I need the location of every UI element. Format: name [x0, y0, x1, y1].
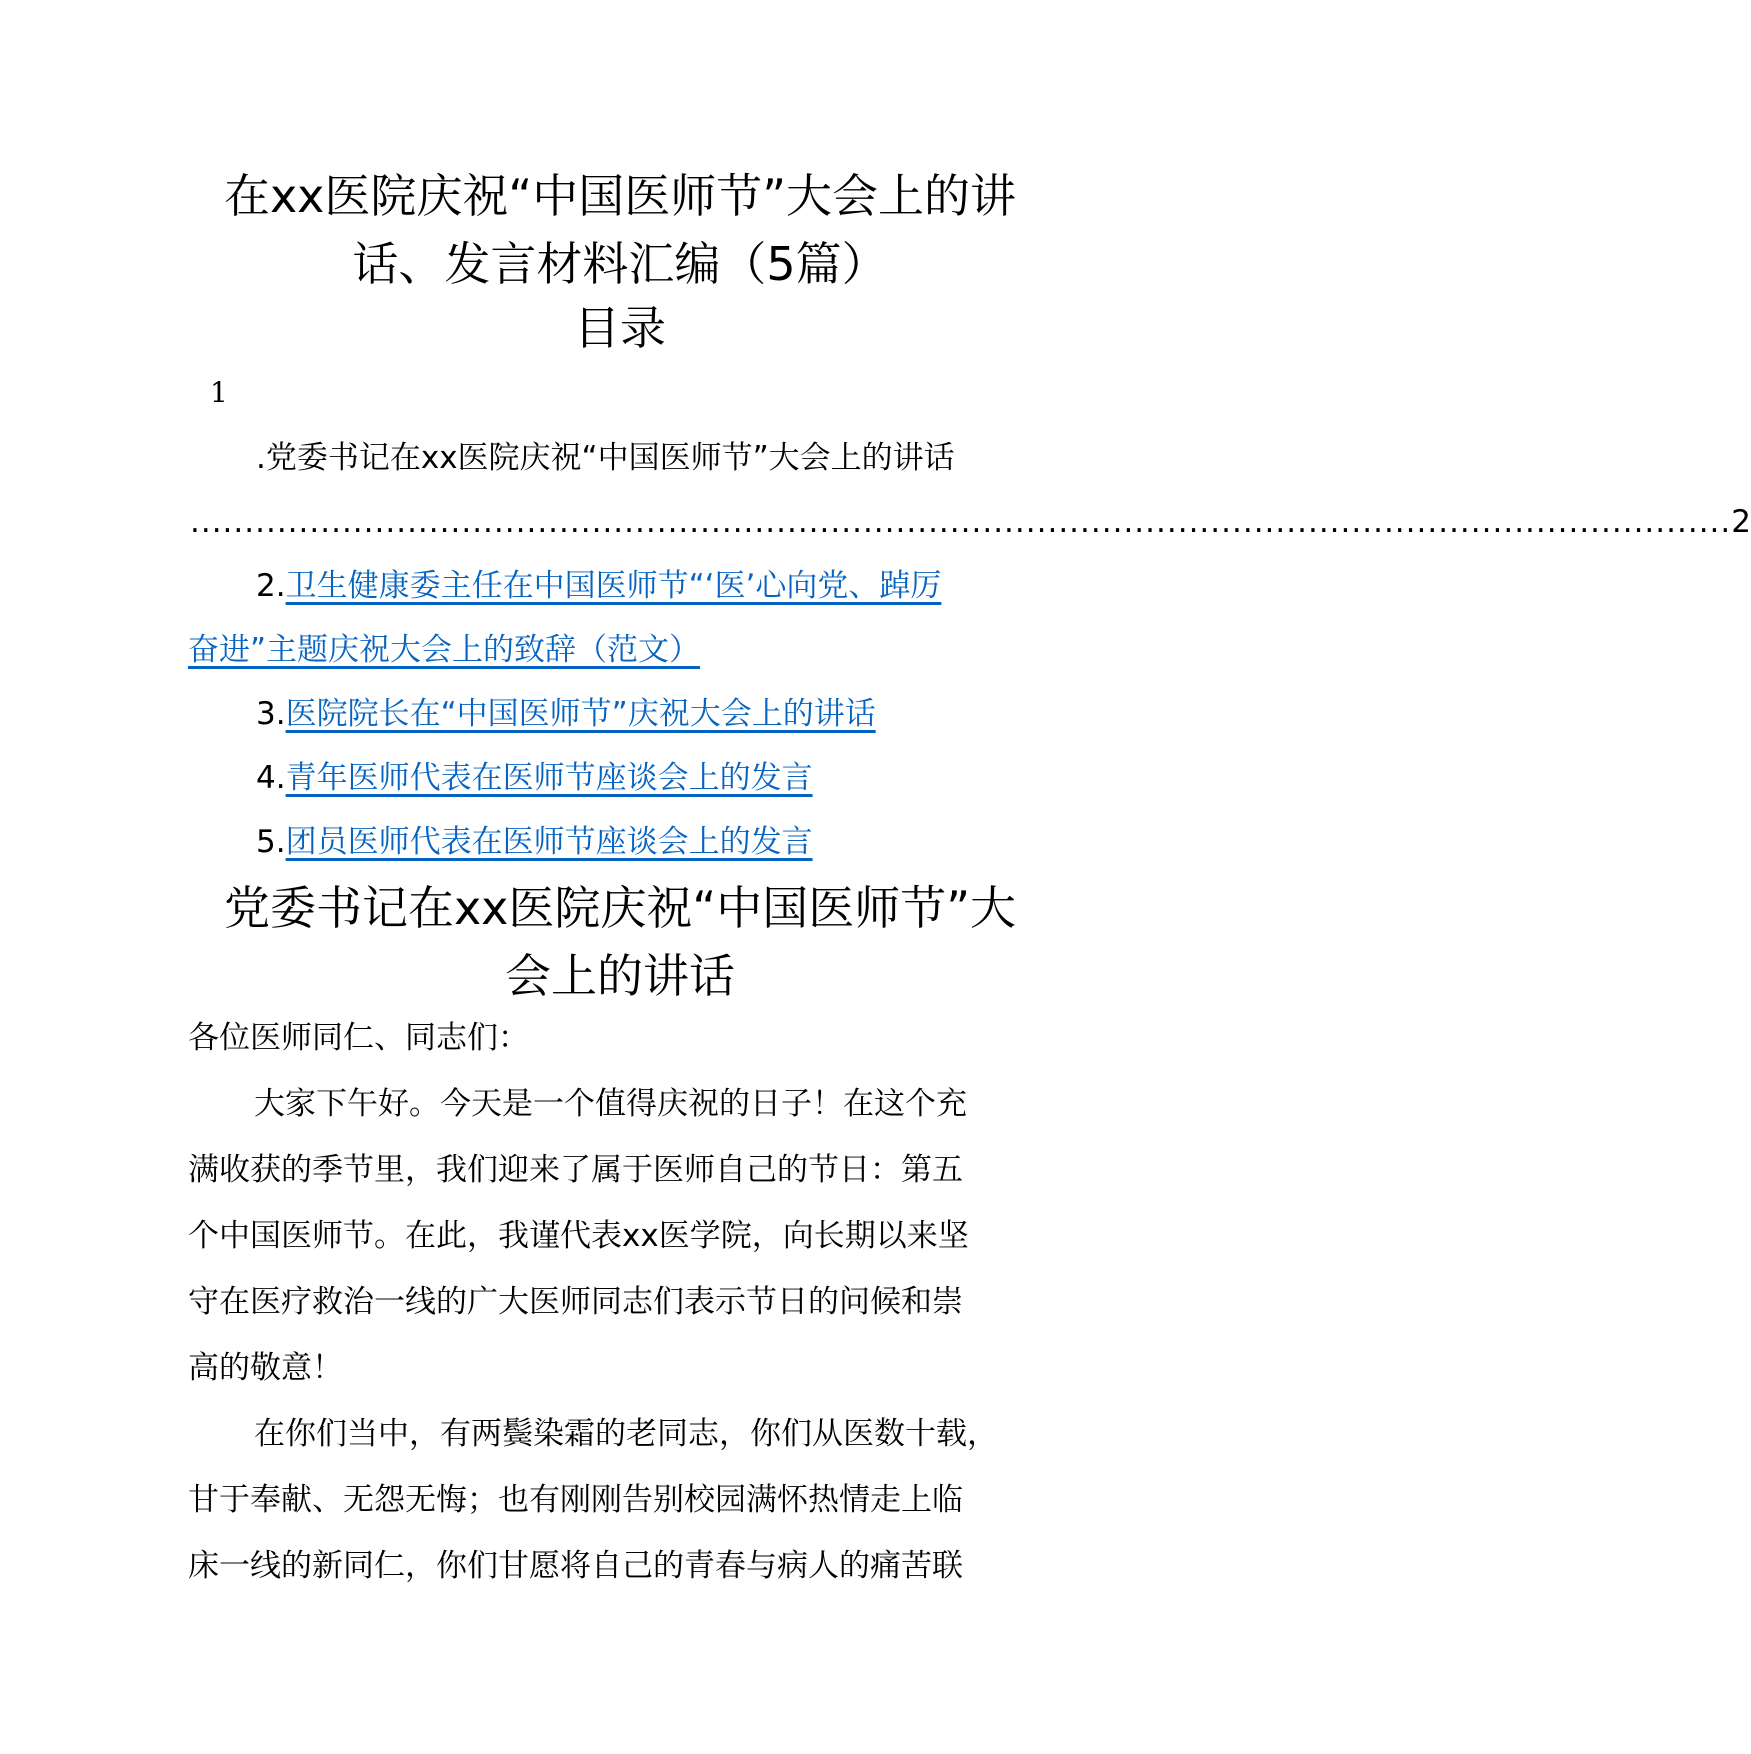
paragraph-2-line-1: 在你们当中，有两鬓染霜的老同志，你们从医数十载， [254, 1416, 998, 1452]
toc-item-2-number: 2. [256, 568, 286, 604]
toc-item-5-number: 5. [256, 824, 286, 860]
paragraph-2-line-3: 床一线的新同仁，你们甘愿将自己的青春与病人的痛苦联 [188, 1548, 963, 1584]
paragraph-2-line-2: 甘于奉献、无怨无悔；也有刚刚告别校园满怀热情走上临 [188, 1482, 963, 1518]
toc-item-1-leader-row [190, 502, 1751, 542]
section-title-line2: 会上的讲话 [505, 949, 735, 1003]
toc-item-4-row [256, 758, 813, 798]
toc-item-3-row [256, 694, 876, 734]
toc-page-marker: 1 [210, 376, 228, 409]
toc-item-4-link[interactable]: 青年医师代表在医师节座谈会上的发言 [285, 760, 813, 796]
paragraph-1-line-1: 大家下午好。今天是一个值得庆祝的日子！在这个充 [254, 1086, 967, 1122]
toc-item-1: .党委书记在xx医院庆祝“中国医师节”大会上的讲话 [256, 440, 955, 476]
toc-item-3-number: 3. [256, 696, 286, 732]
document-title-line1: 在xx医院庆祝“中国医师节”大会上的讲 [223, 169, 1017, 223]
toc-item-3-link[interactable]: 医院院长在“中国医师节”庆祝大会上的讲话 [285, 696, 876, 732]
toc-dot-leader: .............................................................................................................................................. [190, 504, 1732, 540]
paragraph-1-line-5: 高的敬意！ [188, 1350, 343, 1386]
paragraph-1-line-2: 满收获的季节里，我们迎来了属于医师自己的节日：第五 [188, 1152, 963, 1188]
document-title-line2: 话、发言材料汇编（5篇） [352, 237, 888, 291]
salutation: 各位医师同仁、同志们： [188, 1020, 529, 1056]
toc-item-4-number: 4. [256, 760, 286, 796]
toc-item-2-link[interactable]: 卫生健康委主任在中国医师节“‘医’心向党、踔厉 [285, 568, 942, 604]
section-title-line1: 党委书记在xx医院庆祝“中国医师节”大 [223, 881, 1017, 935]
paragraph-1-line-4: 守在医疗救治一线的广大医师同志们表示节日的问候和崇 [188, 1284, 963, 1320]
toc-item-5-row [256, 822, 813, 862]
toc-item-5-link[interactable]: 团员医师代表在医师节座谈会上的发言 [285, 824, 813, 860]
paragraph-1-line-3: 个中国医师节。在此，我谨代表xx医学院，向长期以来坚 [188, 1218, 969, 1254]
toc-item-1-page-number: 2 [1731, 504, 1751, 540]
toc-item-2-row [256, 566, 941, 606]
toc-item-2-link-cont[interactable]: 奋进”主题庆祝大会上的致辞（范文） [188, 632, 701, 668]
toc-heading: 目录 [574, 301, 666, 355]
toc-item-2-row-cont [188, 630, 700, 670]
